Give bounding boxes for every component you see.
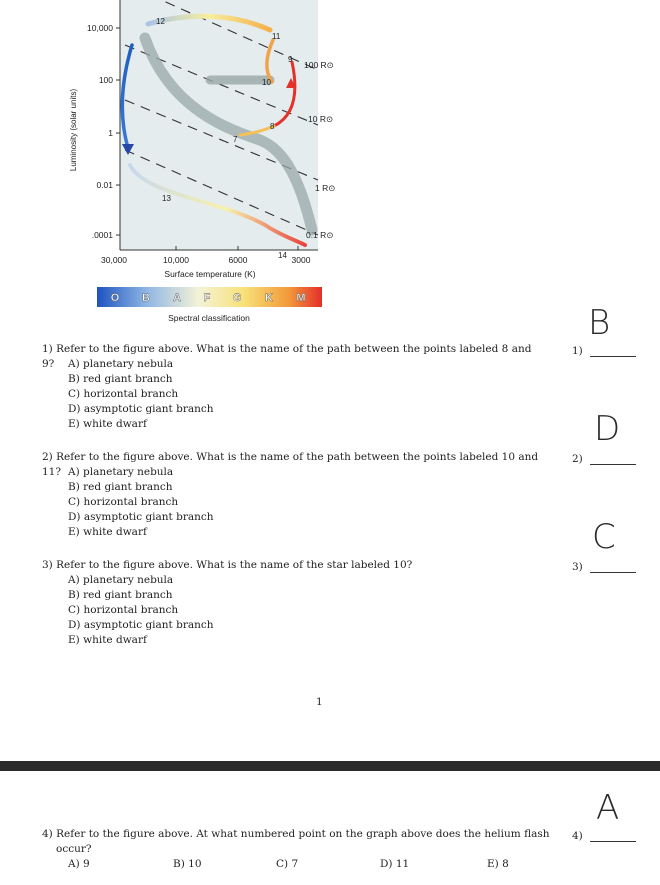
handwritten-answer: B — [588, 303, 611, 343]
x-tick-label: 3000 — [291, 255, 311, 265]
spectral-class-label: F — [203, 292, 211, 304]
answer-line — [590, 572, 636, 573]
option-b: B) red giant branch — [68, 481, 173, 493]
options-row — [68, 857, 568, 872]
radius-label: 100 R⊙ — [304, 60, 334, 70]
options-list — [68, 573, 214, 648]
option-d: D) asymptotic giant branch — [68, 619, 214, 631]
spectral-class-label: M — [296, 292, 306, 304]
option-e: E) white dwarf — [68, 526, 147, 538]
option-e: E) 8 — [487, 858, 509, 870]
handwritten-answer: A — [596, 788, 620, 828]
answer-line — [590, 464, 636, 465]
question-text-continued: occur? — [56, 843, 92, 855]
answer-line — [590, 356, 636, 357]
page-number: 1 — [316, 696, 323, 708]
y-tick-label: 0.01 — [96, 180, 113, 190]
spectral-class-label: A — [173, 292, 181, 304]
point-label-14: 14 — [278, 251, 287, 260]
page-2 — [0, 771, 660, 885]
option-c: C) 7 — [276, 858, 299, 870]
x-tick-label: 30,000 — [101, 255, 127, 265]
point-label-10: 10 — [262, 78, 271, 87]
option-b: B) 10 — [173, 858, 202, 870]
answer-number: 3) — [572, 561, 583, 573]
option-d: D) 11 — [380, 858, 410, 870]
answer-number: 2) — [572, 453, 583, 465]
options-list — [68, 357, 214, 432]
answer-number: 1) — [572, 345, 583, 357]
x-axis-label: Surface temperature (K) — [164, 269, 256, 279]
spectral-class-label: B — [142, 292, 150, 304]
spectral-caption: Spectral classification — [168, 313, 250, 323]
option-a: A) 9 — [68, 858, 90, 870]
y-tick-label: 10,000 — [87, 23, 113, 33]
question-text: 4) Refer to the figure above. At what numbered point on the graph above does the helium flash — [42, 828, 550, 840]
radius-label: 1 R⊙ — [315, 183, 336, 193]
option-e: E) white dwarf — [68, 418, 147, 430]
y-axis-label: Luminosity (solar units) — [69, 88, 78, 172]
point-label-12: 12 — [156, 17, 165, 26]
radius-label: 10 R⊙ — [308, 114, 334, 124]
handwritten-answer: C — [592, 517, 616, 557]
answer-line — [590, 841, 636, 842]
x-tick-label: 10,000 — [163, 255, 189, 265]
answer-number: 4) — [572, 830, 583, 842]
radius-label: 0.1 R⊙ — [306, 230, 334, 240]
spectral-class-label: K — [265, 292, 273, 304]
option-a: A) planetary nebula — [68, 466, 174, 478]
x-tick-label: 6000 — [228, 255, 248, 265]
option-c: C) horizontal branch — [68, 388, 179, 400]
y-tick-label: 100 — [98, 75, 113, 85]
y-tick-label: 1 — [108, 128, 113, 138]
option-a: A) planetary nebula — [68, 358, 174, 370]
page-divider — [0, 761, 660, 771]
options-list — [68, 465, 214, 540]
handwritten-answer: D — [594, 409, 621, 449]
option-d: D) asymptotic giant branch — [68, 511, 214, 523]
option-d: D) asymptotic giant branch — [68, 403, 214, 415]
option-b: B) red giant branch — [68, 589, 173, 601]
y-tick-label: .0001 — [91, 230, 113, 240]
spectral-class-label: G — [232, 292, 242, 304]
hr-diagram-figure — [60, 0, 360, 330]
option-a: A) planetary nebula — [68, 574, 174, 586]
option-e: E) white dwarf — [68, 634, 147, 646]
point-label-11: 11 — [272, 32, 281, 41]
point-label-8: 8 — [270, 122, 275, 131]
point-label-7: 7 — [233, 135, 238, 144]
question-text: 1) Refer to the figure above. What is the name of the path between the points labeled 8 and 9? — [42, 343, 532, 370]
point-label-13: 13 — [162, 194, 171, 203]
option-c: C) horizontal branch — [68, 604, 179, 616]
spectral-class-label: O — [110, 292, 120, 304]
option-b: B) red giant branch — [68, 373, 173, 385]
question-text: 2) Refer to the figure above. What is the name of the path between the points labeled 10 and 11? — [42, 451, 539, 478]
point-label-9: 9 — [288, 55, 293, 64]
question-text: 3) Refer to the figure above. What is the name of the star labeled 10? — [42, 559, 413, 571]
option-c: C) horizontal branch — [68, 496, 179, 508]
